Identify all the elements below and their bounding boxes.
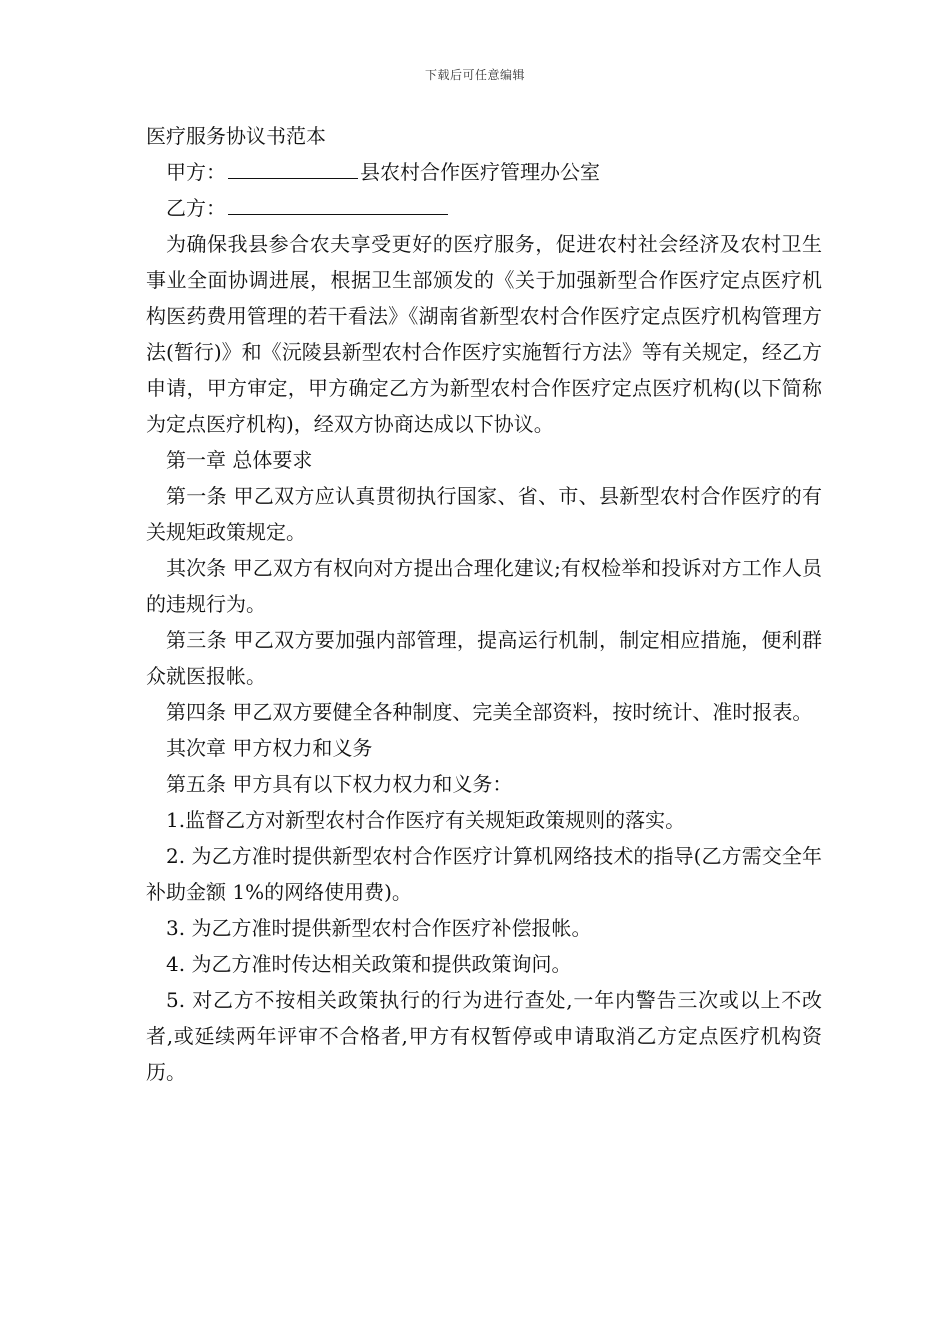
party-b-line <box>146 190 822 226</box>
party-b-blank <box>228 192 448 215</box>
chapter-2-heading: 其次章 甲方权力和义务 <box>166 736 373 760</box>
article-2: 其次条 甲乙双方有权向对方提出合理化建议;有权检举和投诉对方工作人员的违规行为。 <box>146 556 822 616</box>
document-body <box>146 118 822 1090</box>
document-title: 医疗服务协议书范本 <box>146 124 326 148</box>
article-5: 第五条 甲方具有以下权力权力和义务： <box>166 772 513 796</box>
article-5-item-4: 4. 为乙方准时传达相关政策和提供政策询问。 <box>166 952 572 976</box>
chapter-1-heading: 第一章 总体要求 <box>166 448 313 472</box>
article-5-item-3: 3. 为乙方准时提供新型农村合作医疗补偿报帐。 <box>166 916 592 940</box>
article-5-item-1: 1.监督乙方对新型农村合作医疗有关规矩政策规则的落实。 <box>166 808 686 832</box>
party-b-label: 乙方： <box>166 196 226 220</box>
party-a-blank <box>228 156 358 179</box>
party-a-suffix: 县农村合作医疗管理办公室 <box>360 160 600 184</box>
article-1: 第一条 甲乙双方应认真贯彻执行国家、省、市、县新型农村合作医疗的有关规矩政策规定。 <box>146 484 822 544</box>
article-5-item-5: 5. 对乙方不按相关政策执行的行为进行查处,一年内警告三次或以上不改者,或延续两年评审不合格者,甲方有权暂停或申请取消乙方定点医疗机构资历。 <box>146 988 822 1084</box>
article-4: 第四条 甲乙双方要健全各种制度、完美全部资料，按时统计、准时报表。 <box>166 700 813 724</box>
party-a-label: 甲方： <box>166 160 226 184</box>
page-header: 下载后可任意编辑 <box>424 68 525 82</box>
preamble-paragraph: 为确保我县参合农夫享受更好的医疗服务，促进农村社会经济及农村卫生事业全面协调进展，根据卫生部颁发的《关于加强新型合作医疗定点医疗机构医药费用管理的若干看法》《湖南省新型农村合作医疗定点医疗机构管理方法(暂行)》和《沅陵县新型农村合作医疗实施暂行方法》等有关规定，经乙方申请，甲方审定，甲方确定乙方为新型农村合作医疗定点医疗机构(以下简称为定点医疗机构)，经双方协商达成以下协议。 <box>146 232 822 436</box>
article-5-item-2: 2. 为乙方准时提供新型农村合作医疗计算机网络技术的指导(乙方需交全年补助金额 1%的网络使用费)。 <box>146 844 822 904</box>
party-a-line <box>146 154 822 190</box>
article-3: 第三条 甲乙双方要加强内部管理，提高运行机制，制定相应措施，便利群众就医报帐。 <box>146 628 822 688</box>
